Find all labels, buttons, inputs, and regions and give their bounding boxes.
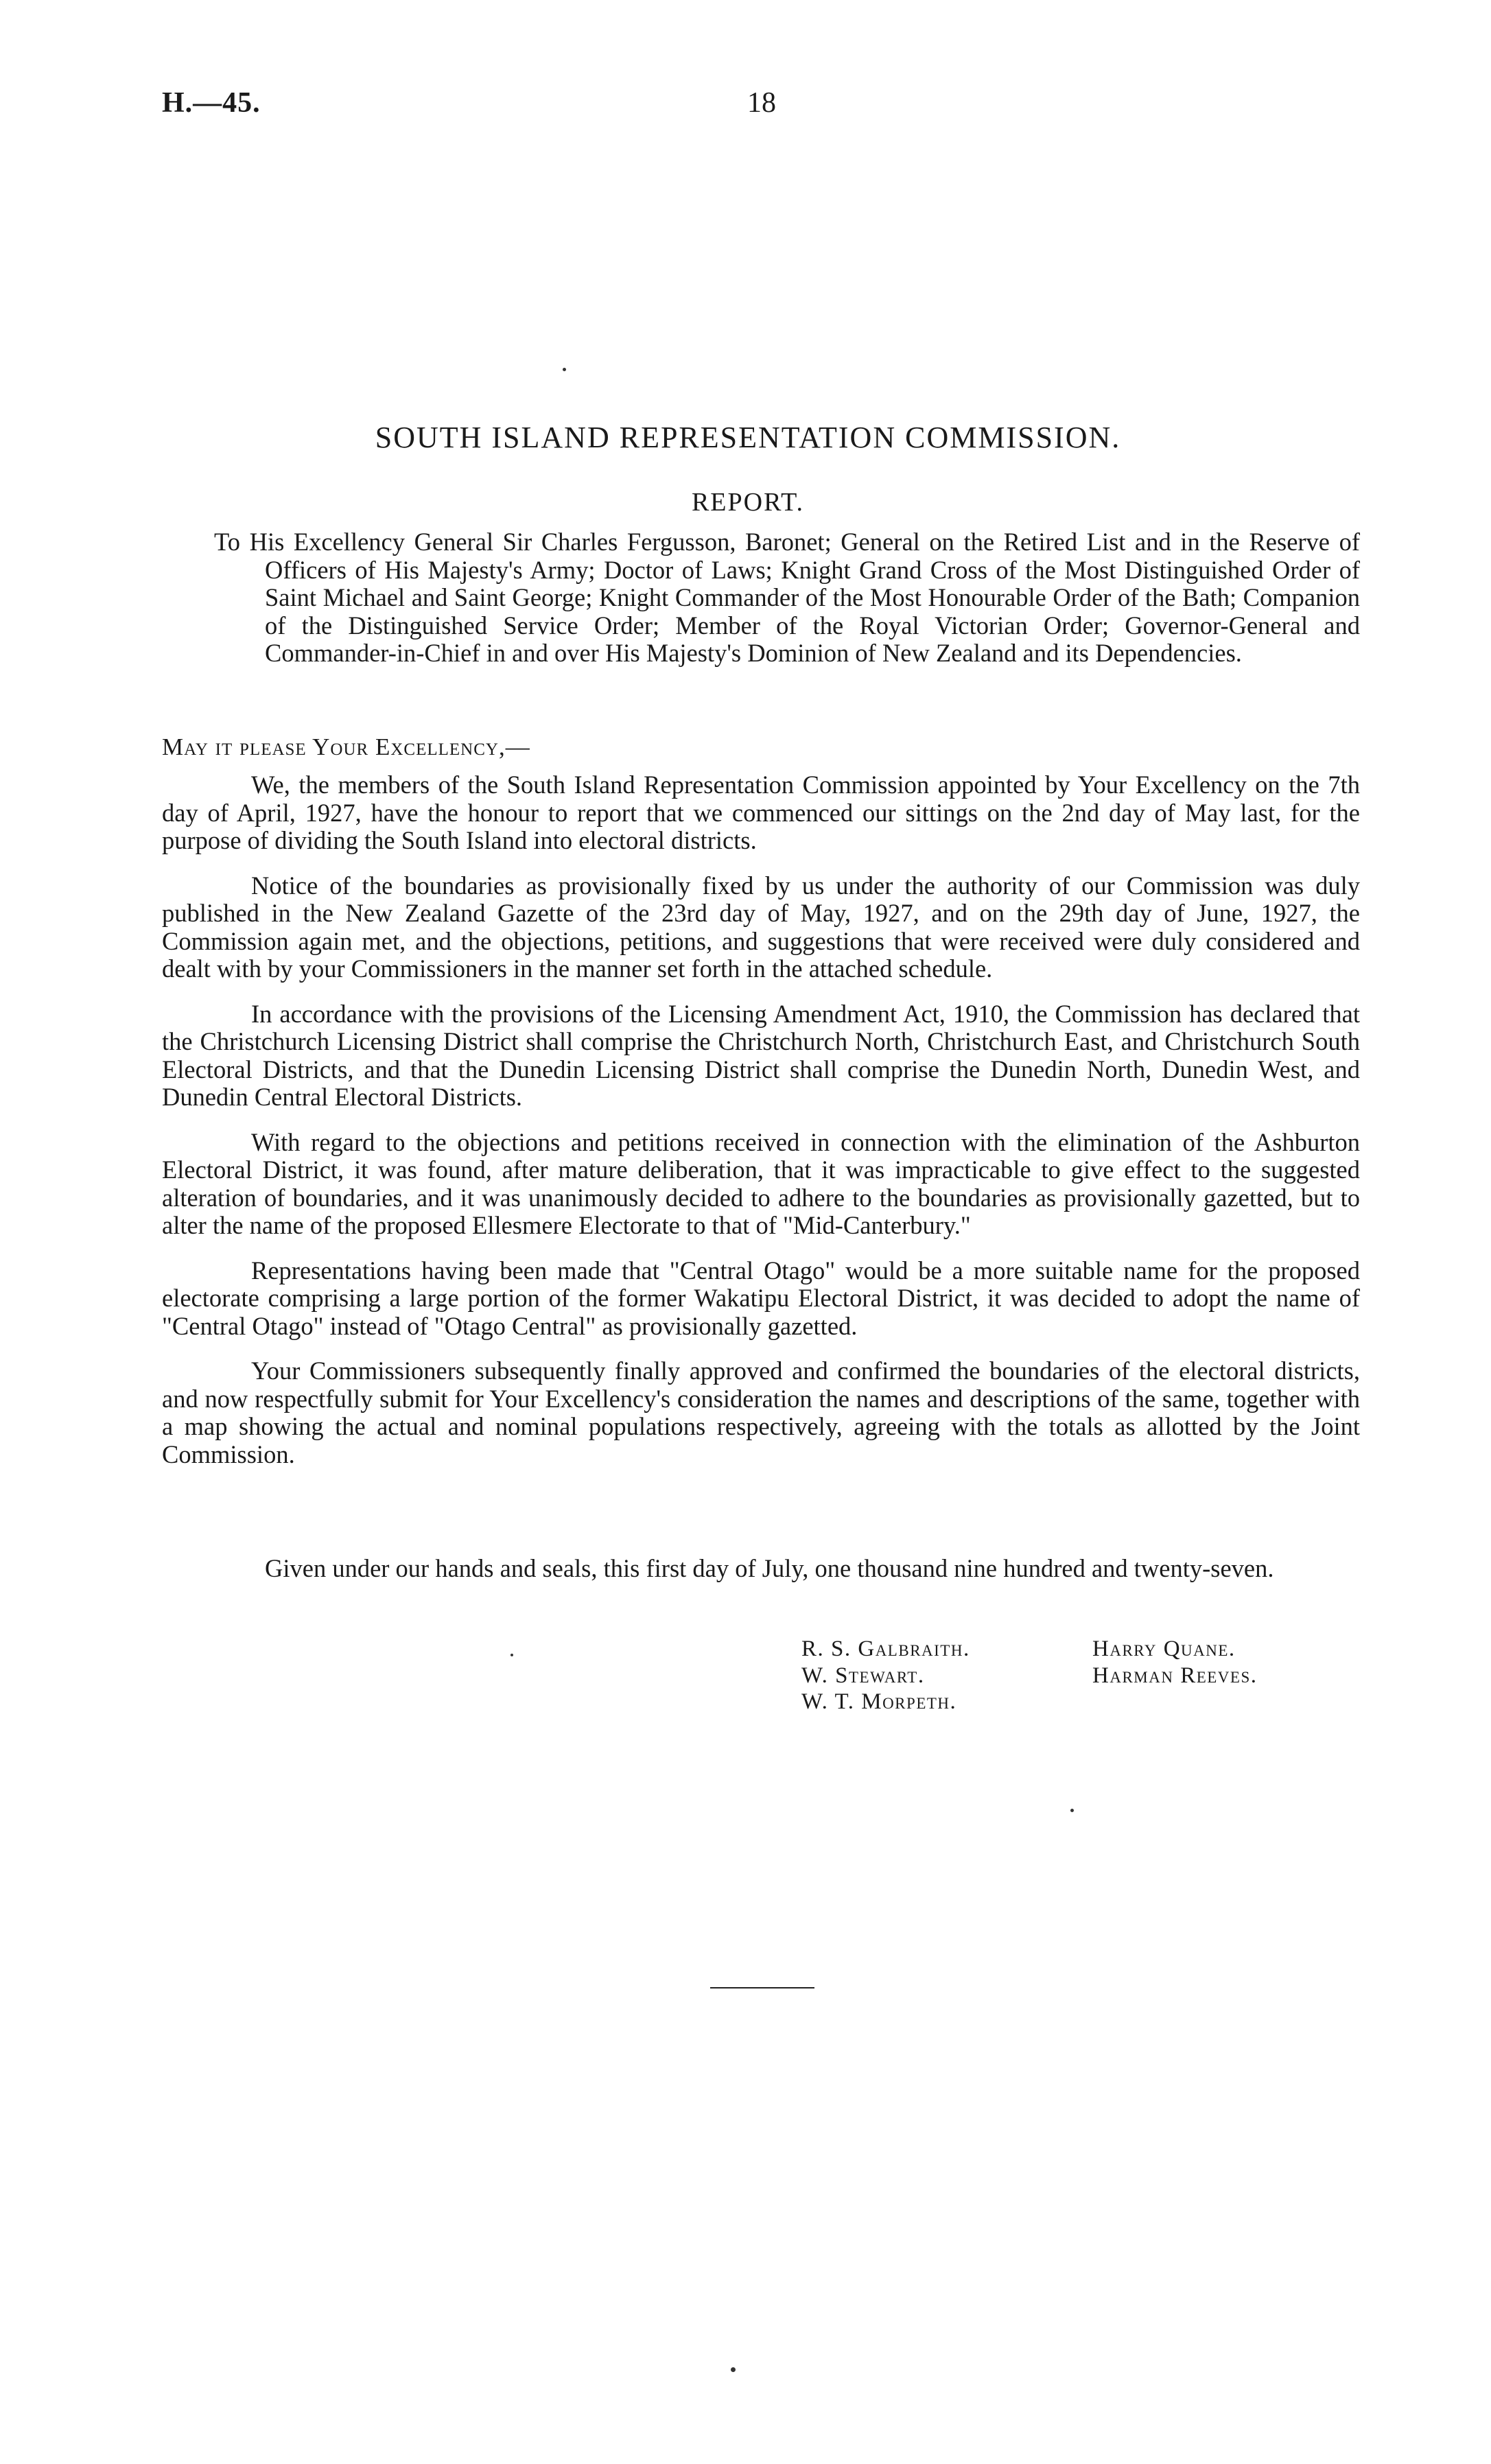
salutation: May it please Your Excellency,— bbox=[162, 734, 530, 760]
signature-quane: Harry Quane. bbox=[1092, 1636, 1236, 1661]
address-block: To His Excellency General Sir Charles Fergusson, Baronet; General on the Retired List and in the Reserve of Officers of His Majesty's Army; Doctor of Laws; Knight Grand Cross of the Most Distinguished Order of Saint Michael and Saint George; Knight Commander of the Most Honourable Order of the Bath; Companion of the Distinguished Service Order; Member of the Royal Victorian Order; Governor-General and Commander-in-Chief in and over His Majesty's Dominion of New Zealand and its Dependencies. bbox=[214, 528, 1360, 667]
paragraph-notice: Notice of the boundaries as provisionally fixed by us under the authority of our Commission was duly published in the New Zealand Gazette of the 23rd day of May, 1927, and on the 29th day of June, 1927, the Commission again met, and the objections, petitions, and suggestions that were received were duly considered and dealt with by your Commissioners in the manner set forth in the attached schedule. bbox=[162, 871, 1360, 983]
print-speck bbox=[731, 2367, 736, 2372]
document-reference: H.—45. bbox=[162, 87, 261, 119]
signatures-right bbox=[1092, 1636, 1258, 1689]
print-speck bbox=[510, 1654, 513, 1656]
paragraph-approval: Your Commissioners subsequently finally approved and confirmed the boundaries of the electoral districts, and now respectfully submit for Your Excellency's consideration the names and descriptions of the same, together with a map showing the actual and nominal populations respectively, agreeing with the totals as allotted by the Joint Commission. bbox=[162, 1357, 1360, 1468]
print-speck bbox=[563, 368, 566, 371]
print-speck bbox=[1070, 1809, 1074, 1812]
report-body bbox=[162, 771, 1360, 1486]
signature-morpeth: W. T. Morpeth. bbox=[801, 1689, 957, 1714]
signature-reeves: Harman Reeves. bbox=[1092, 1663, 1258, 1688]
signatures-left bbox=[801, 1636, 970, 1715]
paragraph-licensing: In accordance with the provisions of the Licensing Amendment Act, 1910, the Commission has declared that the Christchurch Licensing District shall comprise the Christchurch North, Christchurch East, and Christchurch South Electoral Districts, and that the Dunedin Licensing District shall comprise the Dunedin North, Dunedin West, and Dunedin Central Electoral Districts. bbox=[162, 999, 1360, 1111]
paragraph-ashburton: With regard to the objections and petitions received in connection with the elimination of the Ashburton Electoral District, it was found, after mature deliberation, that it was impracticable to give effect to the suggested alteration of boundaries, and it was unanimously decided to adhere to the boundaries as provisionally gazetted, but to alter the name of the proposed Ellesmere Electorate to that of "Mid-Canterbury." bbox=[162, 1127, 1360, 1239]
given-clause: Given under our hands and seals, this first day of July, one thousand nine hundred and twenty-seven. bbox=[265, 1554, 1274, 1582]
page-number: 18 bbox=[747, 87, 776, 119]
paragraph-appointment: We, the members of the South Island Representation Commission appointed by Your Excellency on the 7th day of April, 1927, have the honour to report that we commenced our sittings on the 2nd day of May last, for the purpose of dividing the South Island into electoral districts. bbox=[162, 771, 1360, 854]
paragraph-central-otago: Representations having been made that "Central Otago" would be a more suitable name for the proposed electorate comprising a large portion of the former Wakatipu Electoral District, it was decided to adopt the name of "Central Otago" instead of "Otago Central" as provisionally gazetted. bbox=[162, 1256, 1360, 1340]
signature-stewart: W. Stewart. bbox=[801, 1663, 925, 1688]
signature-galbraith: R. S. Galbraith. bbox=[801, 1636, 970, 1661]
closing-rule bbox=[710, 1987, 814, 1988]
report-title: SOUTH ISLAND REPRESENTATION COMMISSION. bbox=[375, 421, 1121, 454]
report-subtitle: REPORT. bbox=[691, 488, 805, 517]
